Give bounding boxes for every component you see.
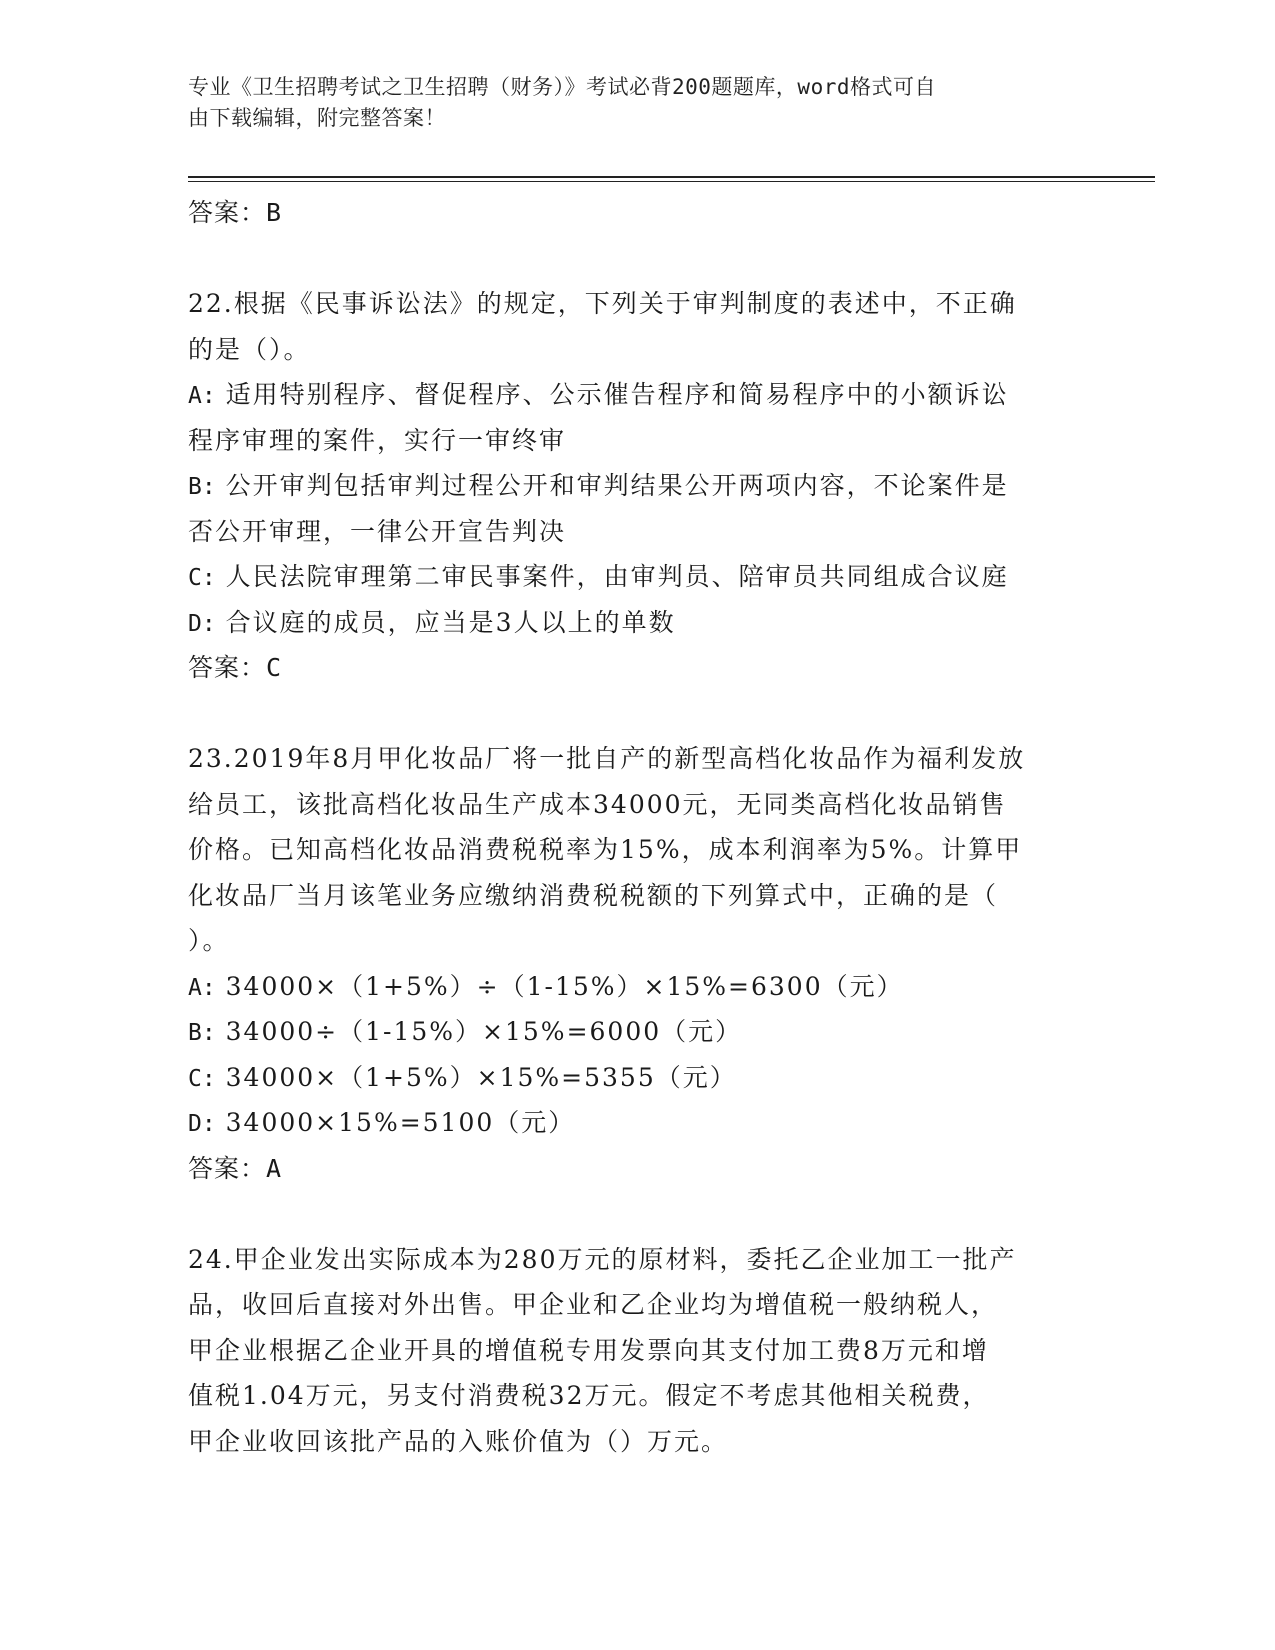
option-text: 34000×15%=5100（元） xyxy=(225,1108,576,1137)
option-a xyxy=(188,964,1088,1010)
option-label: C: xyxy=(188,1065,216,1092)
header-line-1: 专业《卫生招聘考试之卫生招聘（财务）》考试必背200题题库，word格式可自 xyxy=(188,75,936,99)
option-b-continued: 否公开审理，一律公开宣告判决 xyxy=(188,516,567,546)
option-c xyxy=(188,554,1088,600)
option-label: D: xyxy=(188,610,216,637)
option-label: B: xyxy=(188,1020,216,1046)
question-stem-line: 24.甲企业发出实际成本为280万元的原材料，委托乙企业加工一批产 xyxy=(188,1244,1017,1274)
question-stem-line: 的是（）。 xyxy=(188,334,311,364)
option-a-continued: 程序审理的案件，实行一审终审 xyxy=(188,425,567,455)
question-stem-line: 甲企业收回该批产品的入账价值为（）万元。 xyxy=(188,1426,729,1456)
answer-line xyxy=(188,645,1088,691)
option-b xyxy=(188,463,1088,509)
question-stem-line: 23.2019年8月甲化妆品厂将一批自产的新型高档化妆品作为福利发放 xyxy=(188,744,1026,773)
option-text: 合议庭的成员，应当是3人以上的单数 xyxy=(225,607,676,637)
option-text: 公开审判包括审判过程公开和审判结果公开两项内容，不论案件是 xyxy=(225,471,1009,500)
question-23 xyxy=(188,736,1088,1191)
question-stem-line: 化妆品厂当月该笔业务应缴纳消费税税额的下列算式中，正确的是（ xyxy=(188,880,999,910)
option-label: B: xyxy=(188,474,216,500)
question-stem-line: 22.根据《民事诉讼法》的规定，下列关于审判制度的表述中，不正确 xyxy=(188,289,1017,318)
option-a xyxy=(188,372,1088,418)
header-rule-thin xyxy=(188,181,1155,182)
answer-label: 答案： xyxy=(188,1153,267,1183)
answer-line xyxy=(188,1146,1088,1192)
answer-value: C xyxy=(266,653,283,682)
header-line-2: 由下载编辑，附完整答案！ xyxy=(188,106,446,130)
question-stem-line: ）。 xyxy=(188,926,230,955)
answer-label: 答案： xyxy=(188,198,267,227)
header-rule-thick xyxy=(188,176,1155,178)
option-text: 人民法院审理第二审民事案件，由审判员、陪审员共同组成合议庭 xyxy=(225,562,1009,591)
option-label: A: xyxy=(188,974,216,1001)
question-24 xyxy=(188,1237,1088,1465)
answer-line xyxy=(188,190,1088,236)
option-label: A: xyxy=(188,383,216,409)
question-stem-line: 给员工，该批高档化妆品生产成本34000元，无同类高档化妆品销售 xyxy=(188,789,1007,819)
option-c xyxy=(188,1055,1088,1101)
option-text: 34000×（1+5%）×15%=5355（元） xyxy=(225,1062,737,1092)
option-b xyxy=(188,1009,1088,1055)
answer-value: B xyxy=(266,198,283,227)
option-label: D: xyxy=(188,1111,216,1137)
option-d xyxy=(188,1100,1088,1146)
document-body xyxy=(188,190,1088,1464)
option-d xyxy=(188,600,1088,646)
question-stem-line: 值税1.04万元，另支付消费税32万元。假定不考虑其他相关税费， xyxy=(188,1381,990,1410)
answer-label: 答案： xyxy=(188,653,267,682)
option-text: 34000÷（1-15%）×15%=6000（元） xyxy=(225,1017,743,1046)
document-header xyxy=(188,72,1068,134)
question-stem-line: 甲企业根据乙企业开具的增值税专用发票向其支付加工费8万元和增 xyxy=(188,1335,989,1365)
option-label: C: xyxy=(188,565,216,591)
question-stem-line: 价格。已知高档化妆品消费税税率为15%，成本利润率为5%。计算甲 xyxy=(188,835,1023,864)
question-stem-line: 品，收回后直接对外出售。甲企业和乙企业均为增值税一般纳税人， xyxy=(188,1290,999,1319)
option-text: 34000×（1+5%）÷（1-15%）×15%=6300（元） xyxy=(225,971,904,1001)
answer-value: A xyxy=(266,1153,283,1183)
option-text: 适用特别程序、督促程序、公示催告程序和简易程序中的小额诉讼 xyxy=(225,380,1009,409)
question-22 xyxy=(188,281,1088,691)
